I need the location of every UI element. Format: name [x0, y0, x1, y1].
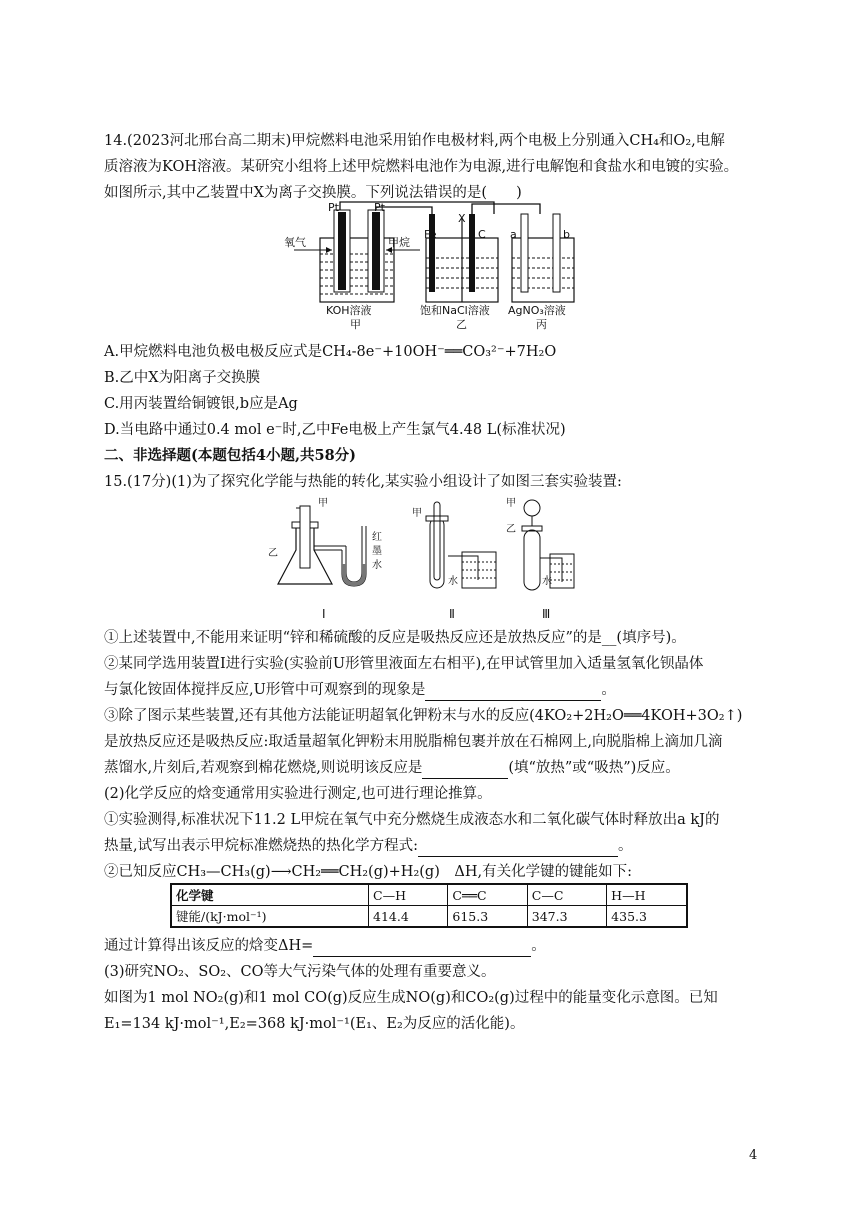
jia-label: 甲: [350, 318, 361, 331]
methane-label: 甲烷: [388, 236, 410, 249]
q14-option-a: A.甲烷燃料电池负极电极反应式是CH₄-8e⁻+10OH⁻══CO₃²⁻+7H₂O: [104, 344, 557, 360]
b-label: b: [563, 228, 570, 241]
bing-label: 丙: [536, 318, 547, 331]
q15-part3-given: E₁=134 kJ·mol⁻¹,E₂=368 kJ·mol⁻¹(E₁、E₂为反应的活化能)。: [104, 1016, 525, 1032]
q15-part2-2: ②已知反应CH₃—CH₃(g)⟶CH₂══CH₂(g)+H₂(g) ΔH,有关化学键的键能如下:: [104, 864, 632, 880]
agno3-label: AgNO₃溶液: [508, 304, 566, 317]
yi-label-i: 乙: [268, 548, 278, 559]
jia-label-ii: 甲: [412, 508, 422, 519]
shui-label-iii: 水: [542, 576, 552, 587]
q15-part2-1a: ①实验测得,标准状况下11.2 L甲烷在氧气中充分燃烧生成液态水和二氧化碳气体时释放出a kJ的: [104, 812, 720, 828]
q15-part1-3b: 是放热反应还是吸热反应:取适量超氧化钾粉末用脱脂棉包裹并放在石棉网上,向脱脂棉上滴加几滴: [104, 734, 723, 750]
koh-label: KOH溶液: [326, 304, 372, 317]
q14-electrochem-figure: [280, 198, 590, 338]
table-cell: 键能/(kJ·mol⁻¹): [171, 906, 369, 928]
table-cell: H—H: [607, 884, 687, 906]
pt-left-label: Pt: [328, 201, 339, 214]
table-cell: C—H: [369, 884, 448, 906]
q15-part1-2b-text: 与氯化铵固体搅拌反应,U形管中可观察到的现象是: [104, 682, 426, 698]
table-cell: C══C: [448, 884, 527, 906]
q15-part2: (2)化学反应的焓变通常用实验进行测定,也可进行理论推算。: [104, 786, 492, 802]
label-iii: Ⅲ: [542, 607, 551, 621]
q14-line1: 14.(2023河北邢台高二期末)甲烷燃料电池采用铂作电极材料,两个电极上分别通入CH₄和O₂,电解: [104, 133, 725, 149]
answer-blank-1[interactable]: [425, 680, 601, 701]
q14-option-c: C.用丙装置给铜镀银,b应是Ag: [104, 396, 298, 412]
q15-part1-1: ①上述装置中,不能用来证明“锌和稀硫酸的反应是吸热反应还是放热反应”的是__(填序号)。: [104, 630, 686, 646]
answer-blank-2[interactable]: [422, 758, 508, 779]
q14-line2: 质溶液为KOH溶液。某研究小组将上述甲烷燃料电池作为电源,进行电解饱和食盐水和电镀的实验。: [104, 159, 739, 175]
table-cell: 化学键: [171, 884, 369, 906]
a-label: a: [510, 228, 517, 241]
q15-apparatus-figure: [266, 496, 576, 624]
section-heading: 二、非选择题(本题包括4小题,共58分): [104, 447, 357, 464]
q15-part1-2a: ②某同学选用装置Ⅰ进行实验(实验前U形管里液面左右相平),在甲试管里加入适量氢氧化钡晶体: [104, 656, 704, 672]
pt-right-label: Pt: [374, 201, 385, 214]
q15-intro: 15.(17分)(1)为了探究化学能与热能的转化,某实验小组设计了如图三套实验装置:: [104, 474, 622, 490]
jia-label-i: 甲: [318, 498, 328, 509]
yi-label: 乙: [456, 318, 467, 331]
shui-label-ii: 水: [448, 576, 458, 587]
hong-label: 红: [372, 532, 382, 543]
q15-part1-3c-tail: (填“放热”或“吸热”)反应。: [508, 760, 680, 776]
table-cell: 615.3: [448, 906, 527, 928]
q15-part1-2b: 与氯化铵固体搅拌反应,U形管中可观察到的现象是 。: [104, 680, 616, 701]
table-cell: 414.4: [369, 906, 448, 928]
shui-label-i: 水: [372, 560, 382, 571]
q14-option-b: B.乙中X为阳离子交换膜: [104, 370, 261, 386]
jia-label-iii: 甲: [506, 498, 516, 509]
mo-label: 墨: [372, 546, 382, 557]
q15-part1-3c: [104, 758, 680, 779]
q14-line3: 如图所示,其中乙装置中X为离子交换膜。下列说法错误的是( ): [104, 185, 522, 201]
q14-option-d: D.当电路中通过0.4 mol e⁻时,乙中Fe电极上产生氯气4.48 L(标准状况): [104, 422, 566, 438]
q15-part2-1b-text: 热量,试写出表示甲烷标准燃烧热的热化学方程式:: [104, 838, 418, 854]
q15-part2-2-result-text: 通过计算得出该反应的焓变ΔH=: [104, 938, 314, 954]
page-number: 4: [749, 1148, 758, 1163]
yi-label-iii: 乙: [506, 524, 516, 535]
table-row: [171, 906, 687, 928]
label-i: Ⅰ: [322, 607, 326, 621]
fe-label: Fe: [424, 228, 437, 241]
c-label: C: [478, 228, 486, 241]
table-cell: 435.3: [607, 906, 687, 928]
answer-blank-4[interactable]: [313, 936, 531, 957]
oxygen-label: 氧气: [284, 236, 306, 249]
table-cell: C—C: [527, 884, 606, 906]
bond-energy-table: [170, 883, 688, 928]
answer-blank-3[interactable]: [418, 836, 618, 857]
q15-part3: (3)研究NO₂、SO₂、CO等大气污染气体的处理有重要意义。: [104, 964, 496, 980]
q15-part1-3c-text: 蒸馏水,片刻后,若观察到棉花燃烧,则说明该反应是: [104, 760, 423, 776]
x-label: X: [458, 212, 466, 225]
nacl-label: 饱和NaCl溶液: [420, 304, 490, 317]
q15-part2-2-result: 通过计算得出该反应的焓变ΔH= 。: [104, 936, 546, 957]
q15-part3-desc: 如图为1 mol NO₂(g)和1 mol CO(g)反应生成NO(g)和CO₂(g)过程中的能量变化示意图。已知: [104, 990, 718, 1006]
q15-part1-3a: ③除了图示某些装置,还有其他方法能证明超氧化钾粉末与水的反应(4KO₂+2H₂O══4KOH+3O₂↑): [104, 708, 743, 724]
table-header-row: [171, 884, 687, 906]
q15-part2-1b: 热量,试写出表示甲烷标准燃烧热的热化学方程式: 。: [104, 836, 633, 857]
table-cell: 347.3: [527, 906, 606, 928]
label-ii: Ⅱ: [449, 607, 455, 621]
